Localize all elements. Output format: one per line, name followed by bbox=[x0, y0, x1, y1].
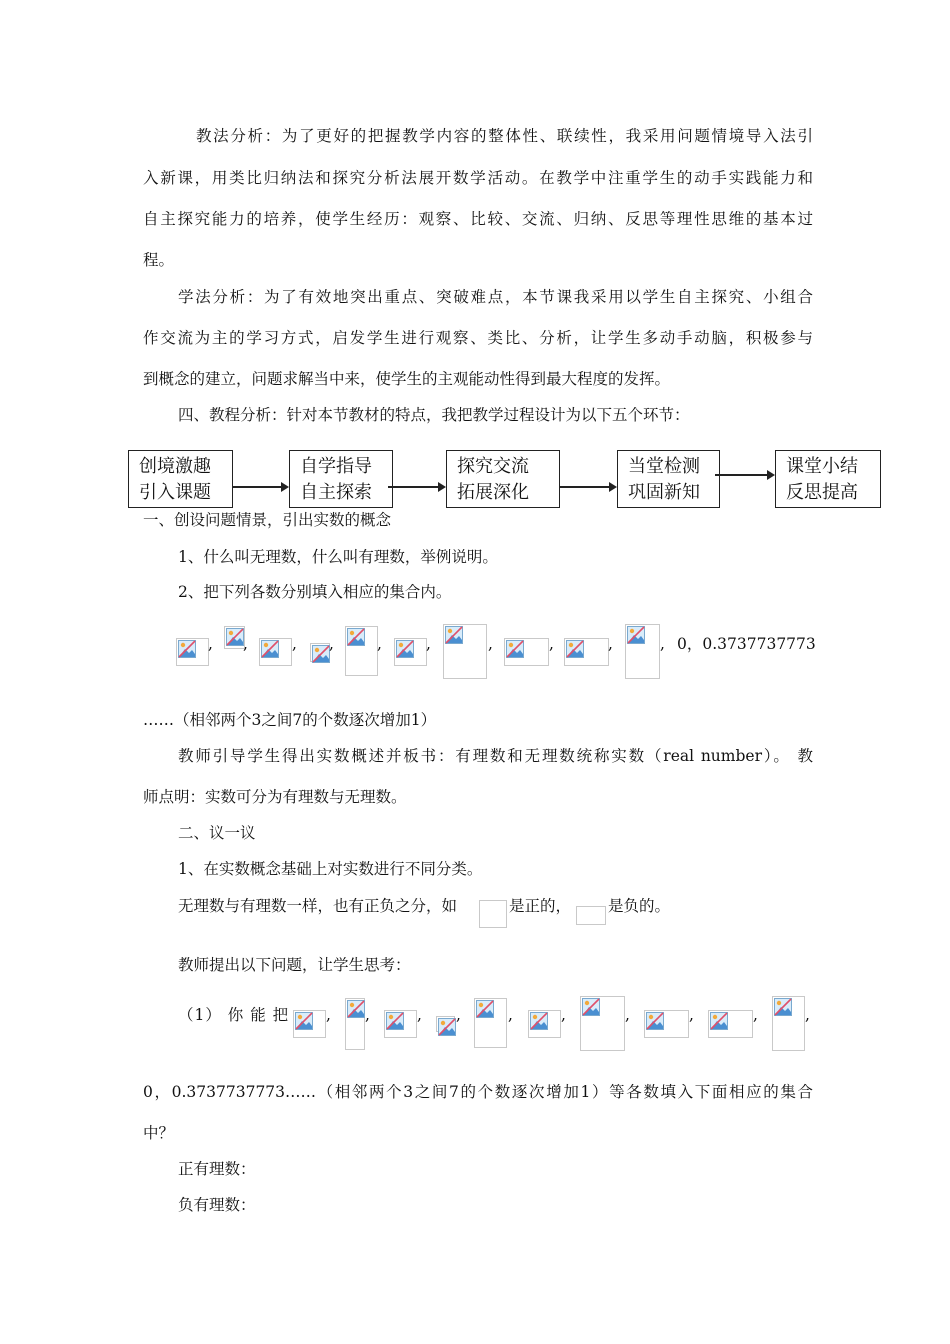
paragraph-line: 学法分析：为了有效地突出重点、突破难点，本节课我采用以学生自主探究、小组合 bbox=[178, 288, 813, 306]
question-text: 2、把下列各数分别填入相应的集合内。 bbox=[178, 583, 452, 601]
separator-comma: , bbox=[426, 635, 431, 653]
formula-image-icon bbox=[436, 1016, 455, 1032]
prompt-text: 教师提出以下问题，让学生思考： bbox=[178, 956, 411, 974]
formula-image-icon bbox=[580, 996, 625, 1051]
paragraph-line: 到概念的建立，问题求解当中来，使学生的主观能动性得到最大程度的发挥。 bbox=[143, 370, 671, 388]
formula-image-icon bbox=[528, 1010, 561, 1038]
question-text: 1、什么叫无理数，什么叫有理数，举例说明。 bbox=[178, 548, 498, 566]
separator-comma: , bbox=[805, 1006, 810, 1024]
sign-text: 是负的。 bbox=[608, 897, 671, 915]
paragraph-line: 中？ bbox=[143, 1124, 175, 1142]
formula-image-icon bbox=[504, 638, 549, 666]
formula-image-icon bbox=[176, 638, 209, 666]
flow-step-label: 拓展深化 bbox=[457, 482, 529, 503]
separator-comma: , bbox=[456, 1006, 461, 1024]
paragraph-line: 自主探究能力的培养，使学生经历：观察、比较、交流、归纳、反思等理性思维的基本过 bbox=[143, 210, 813, 228]
flow-arrow bbox=[233, 486, 283, 488]
paragraph-line: 教法分析：为了更好的把握教学内容的整体性、联续性，我采用问题情境导入法引 bbox=[196, 127, 813, 145]
formula-image-icon bbox=[394, 638, 427, 666]
sign-text: 是正的， bbox=[509, 897, 572, 915]
question-label: （1） 你 能 把 bbox=[178, 1006, 290, 1024]
separator-comma: , bbox=[753, 1006, 758, 1024]
separator-comma: , bbox=[329, 635, 334, 653]
flow-step-label: 探究交流 bbox=[457, 456, 529, 477]
flow-step-label: 巩固新知 bbox=[628, 482, 700, 503]
formula-image-icon bbox=[644, 1010, 689, 1038]
flow-step-label: 自学指导 bbox=[300, 456, 372, 477]
formula-image-icon bbox=[479, 900, 507, 928]
separator-comma: , bbox=[326, 1006, 331, 1024]
flow-step-4 bbox=[617, 450, 720, 508]
flow-step-label: 引入课题 bbox=[139, 482, 211, 503]
flow-step-label: 自主探索 bbox=[300, 482, 372, 503]
separator-comma: , bbox=[660, 635, 665, 653]
formula-image-icon bbox=[576, 906, 606, 925]
formula-image-icon bbox=[259, 638, 292, 666]
flow-step-3 bbox=[446, 450, 560, 508]
paragraph-line: 程。 bbox=[143, 251, 175, 269]
flow-step-5 bbox=[775, 450, 881, 508]
formula-image-icon bbox=[772, 996, 805, 1051]
separator-comma: , bbox=[508, 1006, 513, 1024]
formula-image-icon bbox=[564, 638, 609, 666]
flow-arrow bbox=[715, 474, 769, 476]
formula-image-icon bbox=[384, 1010, 417, 1038]
formula-image-icon bbox=[708, 1010, 753, 1038]
separator-comma: , bbox=[549, 635, 554, 653]
flow-step-2 bbox=[289, 450, 393, 508]
section-heading: 一、创设问题情景，引出实数的概念 bbox=[143, 511, 392, 529]
flow-step-label: 课堂小结 bbox=[786, 456, 858, 477]
formula-image-icon bbox=[224, 626, 245, 649]
sign-text: 无理数与有理数一样，也有正负之分，如 bbox=[178, 897, 458, 915]
separator-comma: , bbox=[625, 1006, 630, 1024]
number-list-tail: 0，0.3737737773 bbox=[677, 635, 816, 653]
set-label-positive: 正有理数： bbox=[178, 1160, 256, 1178]
section-heading: 四、教程分析：针对本节教材的特点，我把教学过程设计为以下五个环节： bbox=[178, 406, 690, 424]
paragraph-line: 教师引导学生得出实数概述并板书：有理数和无理数统称实数（real number）。 教 bbox=[178, 747, 813, 765]
separator-comma: , bbox=[561, 1006, 566, 1024]
flow-step-1 bbox=[128, 450, 233, 508]
separator-comma: , bbox=[488, 635, 493, 653]
separator-comma: , bbox=[608, 635, 613, 653]
flow-step-label: 当堂检测 bbox=[628, 456, 700, 477]
formula-image-icon bbox=[474, 998, 507, 1048]
separator-comma: , bbox=[689, 1006, 694, 1024]
paragraph-line: 作交流为主的学习方式，启发学生进行观察、类比、分析，让学生多动手动脑，积极参与 bbox=[143, 329, 813, 347]
separator-comma: , bbox=[417, 1006, 422, 1024]
question-text: 1、在实数概念基础上对实数进行不同分类。 bbox=[178, 860, 483, 878]
separator-comma: , bbox=[377, 635, 382, 653]
formula-image-icon bbox=[345, 998, 365, 1050]
section-heading: 二、议一议 bbox=[178, 824, 256, 842]
separator-comma: , bbox=[365, 1006, 370, 1024]
flow-step-label: 反思提高 bbox=[786, 482, 858, 503]
paragraph-line: 0，0.3737737773……（相邻两个3之间7的个数逐次增加1）等各数填入下面相应的集合 bbox=[143, 1083, 813, 1101]
flow-step-label: 创境激趣 bbox=[139, 456, 211, 477]
paragraph-line: 师点明：实数可分为有理数与无理数。 bbox=[143, 788, 407, 806]
paragraph-line: 入新课，用类比归纳法和探究分析法展开数学活动。在教学中注重学生的动手实践能力和 bbox=[143, 169, 813, 187]
formula-image-icon bbox=[345, 626, 378, 676]
separator-comma: , bbox=[208, 635, 213, 653]
set-label-negative: 负有理数： bbox=[178, 1196, 256, 1214]
note-text: ……（相邻两个3之间7的个数逐次增加1） bbox=[143, 711, 437, 729]
flow-arrow bbox=[388, 486, 440, 488]
formula-image-icon bbox=[310, 643, 330, 662]
flow-arrow bbox=[560, 486, 611, 488]
formula-image-icon bbox=[625, 624, 660, 679]
formula-image-icon bbox=[443, 624, 487, 679]
separator-comma: , bbox=[292, 635, 297, 653]
formula-image-icon bbox=[293, 1010, 326, 1038]
separator-comma: , bbox=[243, 635, 248, 653]
